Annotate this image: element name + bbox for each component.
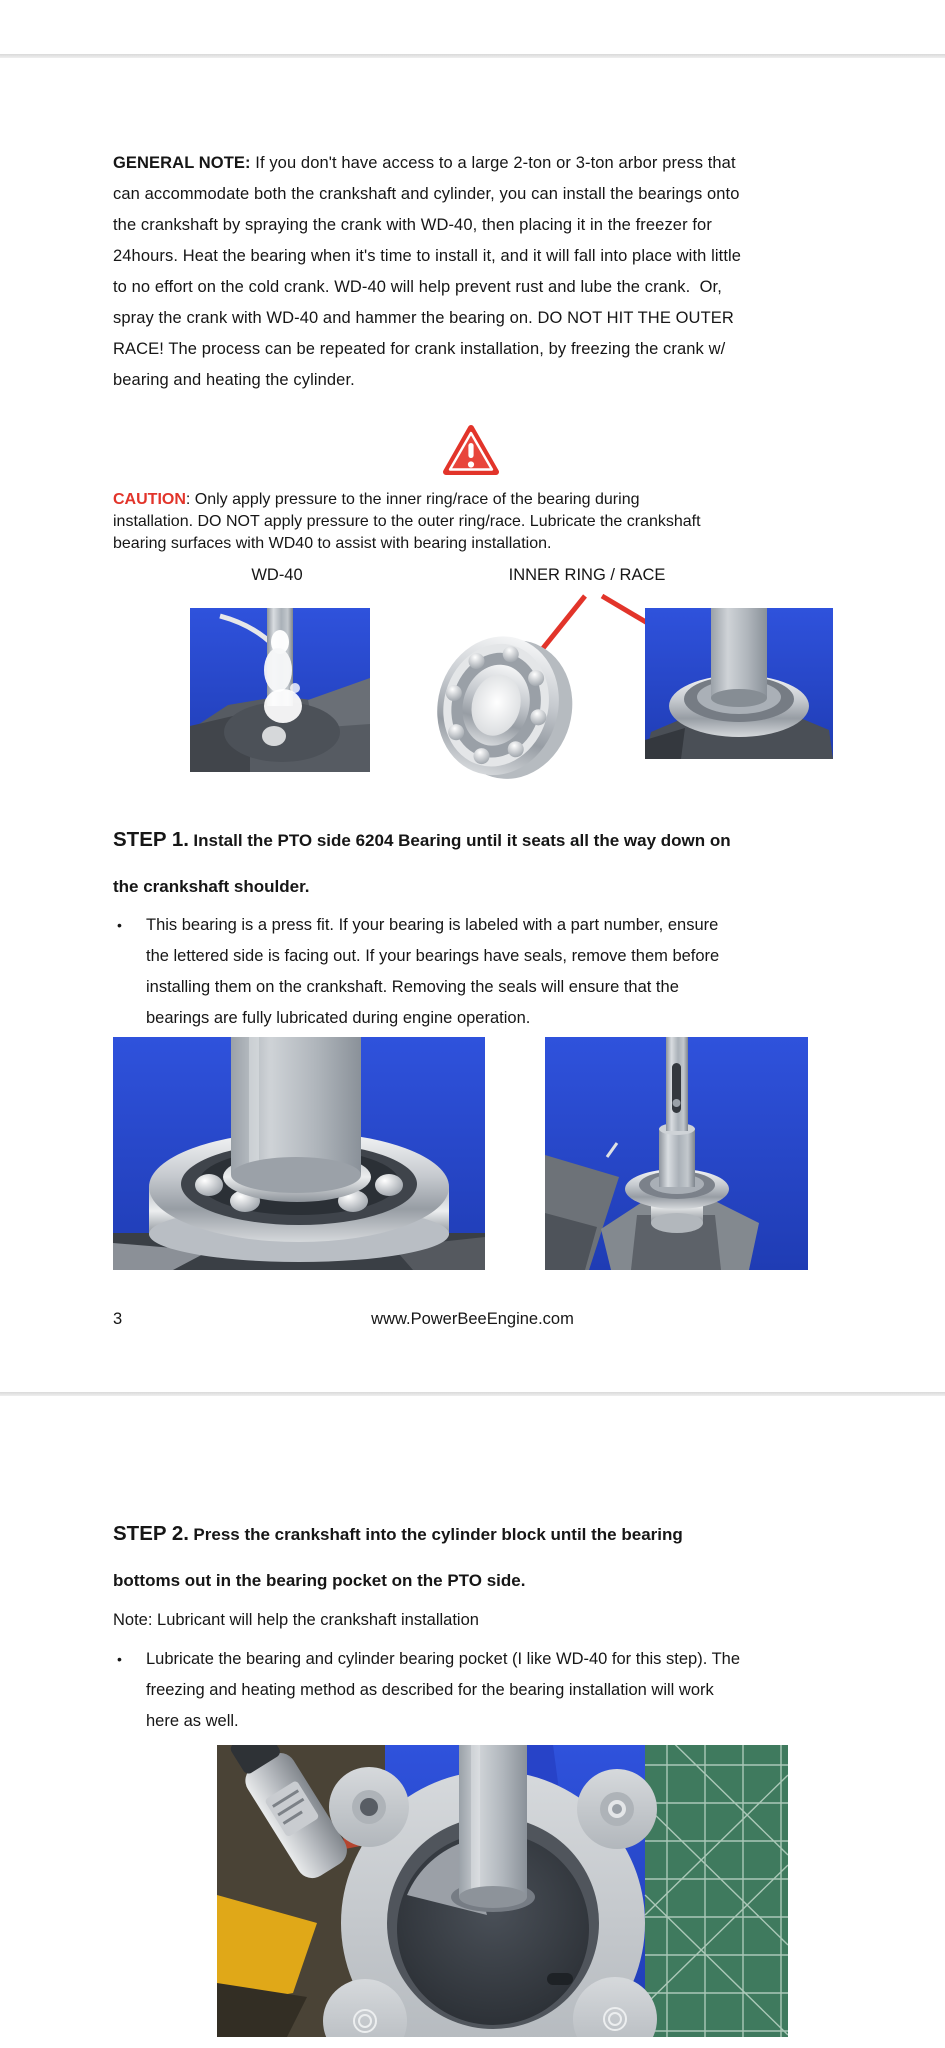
general-note-paragraph xyxy=(113,148,858,396)
photo-step1-crankshaft xyxy=(545,1037,808,1270)
photo-bearing-diagram xyxy=(420,622,578,790)
website-url: www.PowerBeeEngine.com xyxy=(371,1310,574,1328)
step1-heading-text: Install the PTO side 6204 Bearing until it seats all the way down on the crankshaft shoulder. xyxy=(113,831,731,896)
page-break-separator xyxy=(0,1392,945,1396)
step2-heading xyxy=(113,1512,858,1604)
step1-title: STEP 1. xyxy=(113,828,189,851)
step1-bullet-item xyxy=(113,910,863,1034)
figure-label-inner-ring: INNER RING / RACE xyxy=(508,566,666,584)
step2-heading-text: Press the crankshaft into the cylinder block until the bearing bottoms out in the bearing pocket on the PTO side. xyxy=(113,1525,683,1590)
photo-step1-bearing-closeup xyxy=(113,1037,485,1270)
caution-text: : Only apply pressure to the inner ring/race of the bearing during installation. DO NOT apply pressure to the outer ring/race. Lubricate the crankshaft bearing surfaces with WD40 to assist with bearing installation. xyxy=(113,491,701,552)
bullet-marker: • xyxy=(117,1651,122,1667)
warning-triangle-icon xyxy=(443,424,499,482)
step2-bullet-item xyxy=(113,1644,863,1737)
page-top-separator xyxy=(0,54,945,58)
photo-wd40-spray xyxy=(190,608,370,772)
general-note-text: If you don't have access to a large 2-ton or 3-ton arbor press that can accommodate both the crankshaft and cylinder, you can install the bearings onto the crankshaft by spraying the crank with WD-40, then placing it in the freezer for 24hours. Heat the bearing when it's time to install it, and it will fall into place with little to no effort on the cold crank. WD-40 will help prevent rust and lube the crank. Or, spray the crank with WD-40 and hammer the bearing on. DO NOT HIT THE OUTER RACE! The process can be repeated for crank installation, by freezing the crank w/ bearing and heating the cylinder. xyxy=(113,154,742,389)
photo-step2-cylinder-block xyxy=(217,1745,788,2037)
step1-heading xyxy=(113,818,858,910)
general-note-label: GENERAL NOTE: xyxy=(113,154,251,172)
photo-bearing-installed xyxy=(645,608,833,759)
step1-bullet-text: This bearing is a press fit. If your bearing is labeled with a part number, ensure the lettered side is facing out. If your bearings have seals, remove them before installing them on the crankshaft. Removing the seals will ensure that the bearings are fully lubricated during engine operation. xyxy=(146,916,720,1027)
caution-paragraph xyxy=(113,489,863,555)
step2-title: STEP 2. xyxy=(113,1522,189,1545)
figure-label-wd40: WD-40 xyxy=(251,566,303,584)
step2-bullet-text: Lubricate the bearing and cylinder bearing pocket (I like WD-40 for this step). The freezing and heating method as described for the bearing installation will work here as well. xyxy=(146,1650,740,1730)
step2-note: Note: Lubricant will help the crankshaft installation xyxy=(113,1611,479,1629)
caution-label: CAUTION xyxy=(113,491,186,508)
bullet-marker: • xyxy=(117,917,122,933)
page-number: 3 xyxy=(113,1310,123,1328)
